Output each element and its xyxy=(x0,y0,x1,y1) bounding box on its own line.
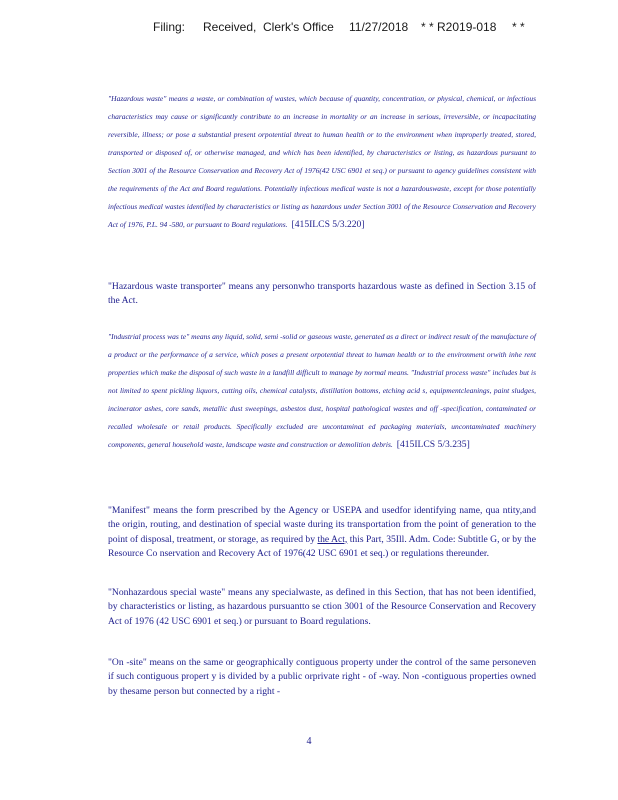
header-clerks-office: Clerk's Office xyxy=(263,20,334,34)
header-received: Received, xyxy=(203,20,257,34)
header-docket: * * R2019-018 xyxy=(421,20,497,34)
manifest-text-before: "Manifest" means the form prescribed by the Agency or USEPA and usedfor identifying name, qua ntity,and the origin, routing, and destination of special waste during its transportation from the point of generation to the point of disposal, treatment, or storage, as required by xyxy=(108,505,536,545)
hazardous-waste-transporter-definition xyxy=(108,280,536,309)
on-site-text: "On -site" means on the same or geographically contiguous property under the control of the same personeven if such contiguous propert y is divided by a public orprivate right - of -way. Non -contiguous properties owned by thesame person but connected by a right - xyxy=(108,657,536,697)
hazardous-waste-citation: [415ILCS 5/3.220] xyxy=(291,219,365,230)
page-number: 4 xyxy=(306,736,312,747)
industrial-process-waste-text: "Industrial process was te" means any liquid, solid, semi -solid or gaseous waste, generated as a direct or indirect result of the manufacture of a product or the performance of a service, which poses a present orpotential threat to human health or to the environment orwith inhe rent properties which make the disposal of such waste in a landfill difficult to manage by normal means. "Industrial process waste" includes but is not limited to spent pickling liquors, cutting oils, chemical catalysts, distillation bottoms, etching acid s, equipmentcleanings, paint sludges, incinerator ashes, core sands, metallic dust sweepings, asbestos dust, hospital pathological wastes and off -specification, contaminated or recalled wholesale or retail products. Specifically excluded are uncontaminat ed packaging materials, uncontaminated machinery components, general household waste, landscape waste and construction or demolition debris. xyxy=(108,332,536,449)
nonhazardous-special-waste-definition xyxy=(108,586,536,629)
industrial-process-waste-definition xyxy=(108,326,536,452)
manifest-underlined: the Act, xyxy=(317,533,348,545)
industrial-process-waste-citation: [415ILCS 5/3.235] xyxy=(396,439,470,450)
header-stars: * * xyxy=(512,20,525,34)
header-date: 11/27/2018 xyxy=(349,20,409,34)
on-site-definition xyxy=(108,656,536,699)
header-filing: Filing: xyxy=(153,20,186,34)
nonhazardous-special-waste-text: "Nonhazardous special waste" means any specialwaste, as defined in this Section, that has not been identified, by characteristics or listing, as hazardous pursuantto se ction 3001 of the Resource Conservation and Recovery Act of 1976 (42 USC 6901 et seq.) or pursuant to Board regulations. xyxy=(108,587,536,627)
hazardous-waste-transporter-text: "Hazardous waste transporter" means any personwho transports hazardous waste as defined in Section 3.15 of the Act. xyxy=(108,281,536,307)
manifest-definition xyxy=(108,504,536,561)
manifest-text-after: this Part, 35Ill. Adm. Code: Subtitle G, or by the Resource Co nservation and Recovery Act of 1976(42 USC 6901 et seq.) or regulations thereunder. xyxy=(108,533,536,559)
hazardous-waste-definition xyxy=(108,88,536,232)
hazardous-waste-text: "Hazardous waste" means a waste, or combination of wastes, which because of quantity, concentration, or physical, chemical, or infectious characteristics may cause or significantly contribute to an increase in mortality or an increase in serious, irreversible, or incapacitating reversible, illness; or pose a substantial present orpotential threat to human health or to the environment when improperly treated, stored, transported or disposed of, or otherwise managed, and which has been identified, by characteristics or listing, as hazardous pursuant to Section 3001 of the Resource Conservation and Recovery Act of 1976(42 USC 6901 et seq.) or pursuant to agency guidelines consistent with the requirements of the Act and Board regulations. Potentially infectious medical waste is not a hazardouswaste, except for those potentially infectious medical wastes identified by characteristics or listing as hazardous under Section 3001 of the Resource Conservation and Recovery Act of 1976, P.L. 94 -580, or pursuant to Board regulations. xyxy=(108,94,536,229)
